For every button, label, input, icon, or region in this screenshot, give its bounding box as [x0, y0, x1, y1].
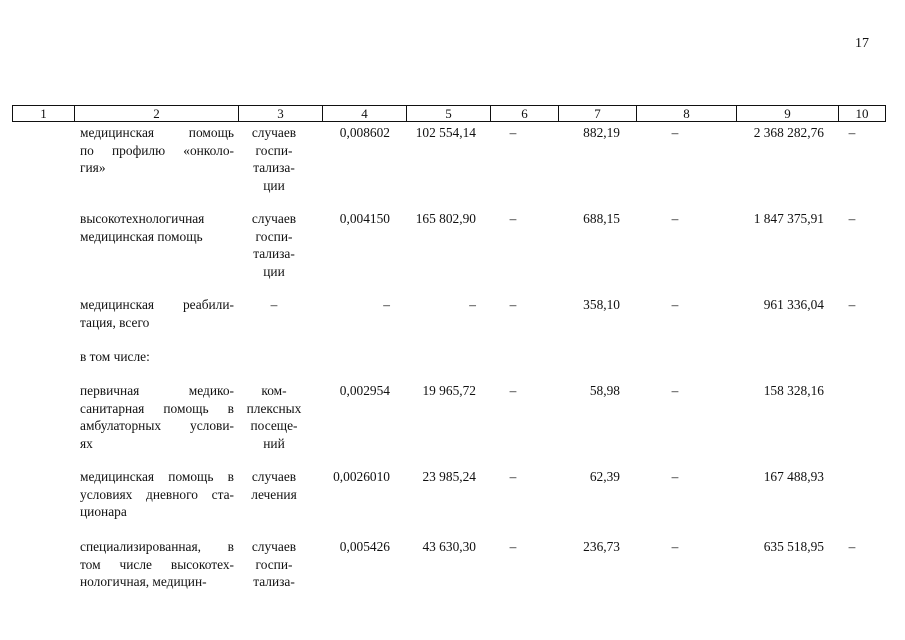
header-col-6: 6: [491, 106, 559, 121]
value-cell-9: 167 488,93: [763, 469, 824, 484]
value-cell-9: 635 518,95: [763, 539, 824, 554]
value-cell-9: 961 336,04: [763, 297, 824, 312]
indicator-name-cell: [80, 210, 234, 245]
indicator-name-cell: [80, 538, 234, 591]
header-col-3: 3: [239, 106, 323, 121]
value-cell-7: 62,39: [589, 469, 620, 484]
value-cell-4: –: [383, 297, 390, 312]
value-cell-7: 688,15: [583, 211, 620, 226]
value-cell-5: 19 965,72: [422, 383, 476, 398]
value-cell-6: –: [509, 125, 517, 140]
header-col-9: 9: [737, 106, 839, 121]
unit-line: госпи-: [255, 556, 293, 572]
unit-line: ком-: [261, 383, 287, 398]
unit-line: случаев: [251, 211, 297, 226]
header-col-10: 10: [855, 106, 869, 121]
indicator-name-cell: [80, 468, 234, 521]
value-cell-9: 158 328,16: [763, 383, 824, 398]
indicator-name-cell: [80, 348, 234, 366]
unit-cell: [238, 382, 310, 452]
unit-line: тализа-: [253, 160, 295, 175]
value-cell-9: 2 368 282,76: [753, 125, 824, 140]
indicator-name-line: нологичная, медицин-: [80, 574, 207, 589]
indicator-name-line: медицинская помощь в: [80, 469, 234, 484]
indicator-name-line: тация, всего: [80, 314, 150, 330]
indicator-name-line: первичная медико-: [80, 383, 234, 398]
value-cell-4: 0,0026010: [333, 469, 390, 484]
page-number: 17: [855, 36, 869, 51]
indicator-name-line: ях: [80, 435, 93, 451]
indicator-name-line: по профилю «онколо-: [80, 142, 234, 158]
header-col-1: 1: [13, 106, 75, 121]
value-cell-4: 0,002954: [339, 383, 390, 398]
unit-line: лечения: [251, 486, 297, 502]
indicator-name-cell: [80, 296, 234, 331]
value-cell-10: –: [848, 125, 856, 140]
table-header-row: [12, 105, 886, 122]
indicator-name-cell: [80, 124, 234, 177]
header-col-7: 7: [559, 106, 637, 121]
indicator-name-line: медицинская помощь: [80, 228, 203, 244]
unit-line: ции: [263, 177, 285, 193]
value-cell-10: –: [848, 539, 856, 554]
value-cell-8: –: [671, 383, 679, 398]
unit-cell: [238, 210, 310, 280]
indicator-name-line: санитарная помощь в: [80, 400, 234, 416]
value-cell-4: 0,005426: [339, 539, 390, 554]
value-cell-7: 882,19: [583, 125, 620, 140]
value-cell-6: –: [509, 211, 517, 226]
value-cell-7: 358,10: [583, 297, 620, 312]
indicator-name-line: специализированная, в: [80, 539, 234, 554]
indicator-name-line: высокотехнологичная: [80, 211, 205, 226]
indicator-name-line: медицинская помощь: [80, 125, 234, 140]
indicator-name-line: в том числе:: [80, 349, 150, 364]
value-cell-7: 58,98: [589, 383, 620, 398]
unit-line: госпи-: [255, 228, 293, 244]
unit-line: –: [270, 297, 278, 312]
indicator-name-line: гия»: [80, 160, 106, 175]
indicator-name-line: амбулаторных услови-: [80, 418, 234, 433]
indicator-name-line: медицинская реабили-: [80, 297, 234, 312]
unit-line: случаев: [251, 125, 297, 140]
value-cell-8: –: [671, 297, 679, 312]
header-col-5: 5: [407, 106, 491, 121]
value-cell-6: –: [509, 539, 517, 554]
unit-line: ции: [263, 263, 285, 279]
value-cell-10: –: [848, 297, 856, 312]
indicator-name-line: условиях дневного ста-: [80, 486, 234, 502]
unit-line: тализа-: [253, 246, 295, 261]
value-cell-8: –: [671, 469, 679, 484]
indicator-name-line: том числе высокотех-: [80, 556, 234, 572]
indicator-name-line: ционара: [80, 504, 127, 519]
header-col-8: 8: [637, 106, 737, 121]
unit-cell: [238, 296, 310, 314]
value-cell-6: –: [509, 297, 517, 312]
value-cell-9: 1 847 375,91: [753, 211, 824, 226]
unit-line: случаев: [251, 539, 297, 554]
value-cell-8: –: [671, 211, 679, 226]
value-cell-5: 23 985,24: [422, 469, 476, 484]
unit-line: госпи-: [255, 142, 293, 158]
unit-line: плексных: [246, 400, 302, 416]
unit-cell: [238, 124, 310, 194]
unit-line: случаев: [251, 469, 297, 484]
indicator-name-cell: [80, 382, 234, 452]
unit-line: тализа-: [253, 574, 295, 589]
value-cell-8: –: [671, 539, 679, 554]
header-col-4: 4: [323, 106, 407, 121]
unit-line: посеще-: [250, 418, 298, 433]
value-cell-5: 43 630,30: [422, 539, 476, 554]
header-col-2: 2: [75, 106, 239, 121]
value-cell-4: 0,004150: [339, 211, 390, 226]
value-cell-5: 165 802,90: [415, 211, 476, 226]
value-cell-7: 236,73: [583, 539, 620, 554]
value-cell-10: –: [848, 211, 856, 226]
unit-cell: [238, 538, 310, 591]
value-cell-5: 102 554,14: [415, 125, 476, 140]
value-cell-4: 0,008602: [339, 125, 390, 140]
value-cell-6: –: [509, 469, 517, 484]
value-cell-5: –: [469, 297, 476, 312]
unit-line: ний: [263, 435, 285, 451]
value-cell-8: –: [671, 125, 679, 140]
value-cell-6: –: [509, 383, 517, 398]
unit-cell: [238, 468, 310, 503]
